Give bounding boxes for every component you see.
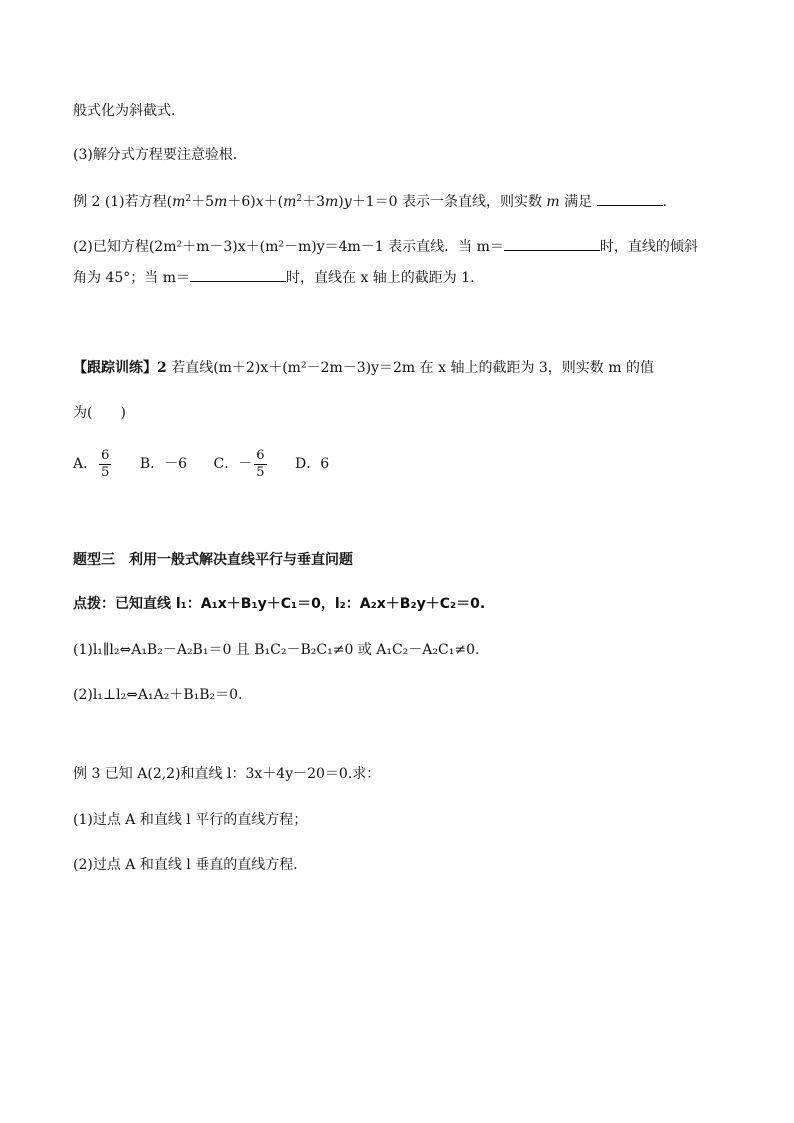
text-line: 般式化为斜截式．: [73, 103, 185, 119]
answer-blank[interactable]: [190, 268, 286, 282]
section-title: 题型三 利用一般式解决直线平行与垂直问题: [73, 552, 353, 568]
example-3: 例 3 已知 A(2,2)和直线 l：3x＋4y－20＝0.求：: [73, 766, 381, 782]
text: 时，直线的倾斜: [599, 239, 698, 255]
answer-blank[interactable]: [504, 237, 600, 251]
tracking-label: 【跟踪训练】2: [73, 360, 167, 376]
text: 时，直线在 x 轴上的截距为 1.: [286, 270, 475, 286]
example-label: 例 2: [73, 194, 101, 210]
numerator: 6: [256, 447, 265, 463]
text: 角为 45°；当 m＝: [73, 270, 190, 286]
option-letter: A．: [73, 456, 98, 472]
fraction: [99, 448, 111, 481]
text: ＋5: [191, 194, 215, 210]
example-2-part-1: 例 2 (1)若方程$(m^2+5m+6)x+(m^2+3m)y+1=0$ 表示一条直线，则实数 m 满足 ．: [73, 194, 677, 210]
var: m: [214, 194, 228, 210]
text: ): [338, 194, 344, 210]
denominator: 5: [101, 464, 110, 480]
example-3-q1: (1)过点 A 和直线 l 平行的直线方程；: [73, 812, 308, 828]
rule-parallel: (1)l₁∥l₂⇔A₁B₂－A₂B₁＝0 且 B₁C₂－B₂C₁≠0 或 A₁C₂－A₂C₁≠0.: [73, 642, 480, 658]
sign: －: [238, 456, 253, 472]
var: x: [255, 194, 264, 210]
options-row: [73, 446, 351, 482]
text: ＋1＝0 表示一条直线，则实数: [351, 194, 547, 210]
option-letter: D．: [294, 456, 321, 472]
example-3-q2: (2)过点 A 和直线 l 垂直的直线方程．: [73, 857, 308, 873]
option-a[interactable]: [73, 446, 113, 482]
tip: 点拨：已知直线 l₁：A₁x＋B₁y＋C₁＝0，l₂：A₂x＋B₂y＋C₂＝0.: [73, 596, 486, 612]
option-value: 6: [320, 456, 330, 472]
text: ＋6): [227, 194, 256, 210]
tracking-exercise: [73, 358, 654, 378]
var: m: [172, 194, 186, 210]
fraction: [254, 448, 266, 481]
denominator: 5: [256, 464, 265, 480]
var: y: [343, 194, 352, 210]
var: m: [283, 194, 297, 210]
example-2-part-2-cont: [73, 268, 475, 288]
option-c[interactable]: [214, 446, 269, 482]
text: (1)若方程(: [104, 194, 173, 210]
rule-perpendicular: (2)l₁⊥l₂⇔A₁A₂＋B₁B₂＝0.: [73, 687, 243, 703]
answer-blank[interactable]: [597, 192, 663, 206]
text: 满足: [559, 194, 593, 210]
var: m: [325, 194, 339, 210]
var: m: [546, 194, 560, 210]
text: 若直线(m＋2)x＋(m²－2m－3)y＝2m 在 x 轴上的截距为 3，则实数 m 的值: [166, 360, 654, 376]
option-b[interactable]: [140, 446, 187, 482]
text-line: (3)解分式方程要注意验根．: [73, 147, 247, 163]
text: (2)已知方程(2m²＋m－3)x＋(m²－m)y＝4m－1 表示直线．当 m＝: [73, 239, 504, 255]
text: ．: [662, 194, 677, 210]
numerator: 6: [101, 447, 110, 463]
option-d[interactable]: [295, 446, 329, 482]
text: ＋(: [263, 194, 284, 210]
text: ＋3: [302, 194, 326, 210]
option-letter: B．: [139, 456, 165, 472]
option-letter: C．: [213, 456, 239, 472]
option-value: －6: [164, 456, 188, 472]
tracking-exercise-cont: 为( ): [73, 405, 126, 421]
example-2-part-2: [73, 237, 698, 257]
